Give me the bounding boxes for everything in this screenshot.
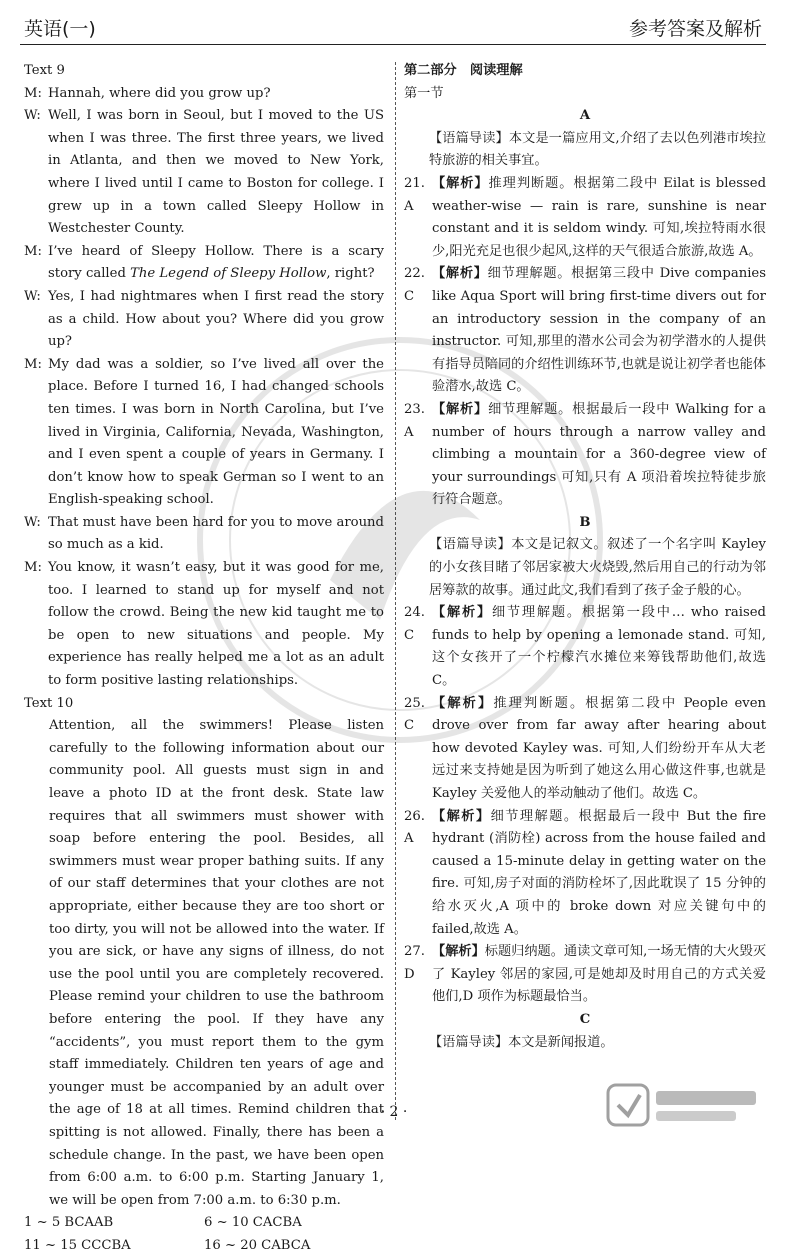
question-answer: 27. D bbox=[404, 944, 425, 982]
analysis-tag: 【解析】 bbox=[432, 401, 489, 417]
analysis-tag: 【解析】 bbox=[432, 695, 494, 711]
page-number: · 2 · bbox=[380, 1104, 408, 1120]
part-title: 第二部分 阅读理解 bbox=[404, 63, 523, 78]
explanation-text: 【解析】细节理解题。根据最后一段中 Walking for a number of hours through a narrow valley and climbing a mountain for a 360-degree view of your surroundings 可知,只有 A 项沿着埃拉特徒步旅行符合题意。 bbox=[432, 401, 766, 508]
dialogue-line bbox=[24, 512, 384, 557]
explanation-item bbox=[404, 941, 766, 1009]
right-column bbox=[404, 60, 766, 1054]
speaker-label: W: bbox=[24, 108, 41, 124]
answer-key bbox=[24, 1212, 384, 1257]
explanation-text: 【解析】细节理解题。根据第一段中… who raised funds to help by opening a lemonade stand. 可知,这个女孩开了一个柠檬汽水摊位来筹钱帮助他们,故选 C。 bbox=[432, 605, 766, 689]
dialogue-text: Well, I was born in Seoul, but I moved to the US when I was three. The first three years, we lived in Atlanta, and then we moved to New York, where I lived until I came to Boston for college. I grew up in a town called Sleepy Hollow in Westchester County. bbox=[48, 108, 384, 237]
dialogue-text: Hannah, where did you grow up? bbox=[48, 85, 271, 101]
dialogue-line bbox=[24, 241, 384, 286]
analysis-tag: 【解析】 bbox=[432, 808, 491, 824]
explanation-text: 【解析】细节理解题。根据最后一段中 But the fire hydrant (消防栓) across from the house failed and caused a 15-minute delay in getting water on the fire. 可知,房子对面的消防栓坏了,因此耽误了 15 分钟的给水灭火,A 项中的 broke down 对应关键句中的 failed,故选 A。 bbox=[432, 808, 767, 937]
analysis-tag: 【解析】 bbox=[432, 944, 485, 960]
site-logo-icon bbox=[606, 1081, 766, 1131]
explanation-item bbox=[404, 399, 766, 512]
text10-title: Text 10 bbox=[24, 695, 74, 711]
question-answer: 23. A bbox=[404, 401, 425, 440]
analysis-tag: 【解析】 bbox=[432, 175, 489, 191]
column-divider bbox=[395, 62, 396, 1120]
question-answer: 21. A bbox=[404, 175, 425, 214]
passage-b-label: B bbox=[579, 514, 591, 530]
question-answer: 22. C bbox=[404, 266, 425, 304]
dialogue-text: I’ve heard of Sleepy Hollow. There is a scary story called The Legend of Sleepy Hollow, right? bbox=[48, 243, 384, 282]
explanation-item bbox=[404, 806, 766, 942]
passage-c-intro: 【语篇导读】本文是新闻报道。 bbox=[429, 1034, 614, 1050]
answer-group: 16 ~ 20 CABCA bbox=[204, 1237, 311, 1253]
passage-b-intro: 【语篇导读】本文是记叙文。叙述了一个名字叫 Kayley 的小女孩目睹了邻居家被大火烧毁,然后用自己的行动为邻居筹款的故事。通过此文,我们看到了孩子金子般的心。 bbox=[429, 537, 766, 598]
dialogue-line bbox=[24, 557, 384, 693]
speaker-label: M: bbox=[24, 85, 42, 101]
answer-group: 1 ~ 5 BCAAB bbox=[24, 1215, 114, 1231]
dialogue-text: Yes, I had nightmares when I first read the story as a child. How about you? Where did you grow up? bbox=[48, 288, 384, 350]
answer-row bbox=[24, 1212, 384, 1235]
analysis-tag: 【解析】 bbox=[432, 266, 488, 282]
explanation-text: 【解析】推理判断题。根据第二段中 People even drove over from far away after hearing about how devoted Kayley was. 可知,人们纷纷开车从大老远过来支持她是因为听到了她这么用心做这件事,也就是 Kayley 关爱他人的举动触动了他们。故选 C。 bbox=[432, 695, 766, 801]
question-answer: 25. C bbox=[404, 695, 425, 734]
text9-title: Text 9 bbox=[24, 63, 65, 78]
page-header bbox=[20, 8, 766, 45]
speaker-label: M: bbox=[24, 243, 42, 259]
explanation-item bbox=[404, 173, 766, 263]
dialogue-line bbox=[24, 354, 384, 512]
passage-a-label: A bbox=[579, 108, 591, 124]
dialogue-text: You know, it wasn’t easy, but it was good for me, too. I learned to stand up for myself and not follow the crowd. Being the new kid taught me to be open to new situations and people. My experience has really helped me a lot as an adult to form positive lasting relationships. bbox=[48, 560, 384, 689]
dialogue-line bbox=[24, 286, 384, 354]
left-column bbox=[24, 60, 384, 1257]
section-title: 参考答案及解析 bbox=[628, 18, 762, 40]
explanation-item bbox=[404, 693, 766, 806]
section-title-first: 第一节 bbox=[404, 85, 444, 101]
explanation-text: 【解析】标题归纳题。通读文章可知,一场无情的大火毁灭了 Kayley 邻居的家园,可是她却及时用自己的方式关爱他们,D 项作为标题最恰当。 bbox=[432, 944, 767, 1005]
dialogue-text: My dad was a soldier, so I’ve lived all over the place. Before I turned 16, I had changed schools ten times. I was born in North Carolina, but I’ve lived in Virginia, California, Nevada, Washington, and I even spent a couple of years in Germany. I don’t know how to speak German so I went to an English-speaking school. bbox=[48, 356, 384, 508]
speaker-label: M: bbox=[24, 356, 42, 372]
question-answer: 24. C bbox=[404, 605, 425, 643]
speaker-label: W: bbox=[24, 288, 41, 304]
question-answer: 26. A bbox=[404, 808, 425, 847]
story-title: The Legend of Sleepy Hollow bbox=[130, 266, 327, 282]
answer-group: 11 ~ 15 CCCBA bbox=[24, 1237, 131, 1253]
explanation-item bbox=[404, 602, 766, 692]
explanation-text: 【解析】细节理解题。根据第三段中 Dive companies like Aqua Sport will bring first-time divers out for an introductory session in the company of an instructor. 可知,那里的潜水公司会为初学潜水的人提供有指导员陪同的介绍性训练环节,也就是说让初学者也能体验潜水,故选 C。 bbox=[432, 266, 766, 395]
dialogue-line bbox=[24, 83, 384, 106]
explanation-item bbox=[404, 263, 766, 399]
analysis-tag: 【解析】 bbox=[432, 605, 492, 621]
explanation-text: 【解析】推理判断题。根据第二段中 Eilat is blessed weather-wise — rain is rare, sunshine is near constant and it is seldom windy. 可知,埃拉特雨水很少,阳光充足也很少起风,这样的天气很适合旅游,故选 A。 bbox=[432, 175, 767, 259]
answer-row bbox=[24, 1235, 384, 1257]
passage-c-label: C bbox=[579, 1011, 591, 1027]
dialogue-line bbox=[24, 105, 384, 241]
answer-group: 6 ~ 10 CACBA bbox=[204, 1215, 302, 1231]
subject-title: 英语(一) bbox=[24, 18, 96, 40]
dialogue-text: That must have been hard for you to move around so much as a kid. bbox=[48, 514, 384, 553]
text9-dialogue bbox=[24, 83, 384, 693]
passage-a-answers bbox=[404, 173, 766, 512]
text10-body: Attention, all the swimmers! Please listen carefully to the following information about our community pool. All guests must sign in and leave a photo ID at the front desk. State law requires that all swimmers must shower with soap before entering the pool. Besides, all swimmers must wear proper bathing suits. If any of our staff determines that your clothes are not appropriate, either because they are too short or too dirty, you will not be allowed into the water. If you are sick, or have any signs of illness, do not use the pool until you are completely recovered. Please remind your children to use the bathroom before entering the pool. If they have any “accidents”, you must report them to the gym staff immediately. Children ten years of age and younger must be accompanied by an adult over the age of 18 at all times. Remind children that spitting is not allowed. Finally, there has been a schedule change. In the past, we have been open from 6:00 a.m. to 6:00 p.m. Starting January 1, we will be open from 7:00 a.m. to 6:30 p.m. bbox=[49, 718, 384, 1208]
passage-a-intro: 【语篇导读】本文是一篇应用文,介绍了去以色列港市埃拉特旅游的相关事宜。 bbox=[429, 130, 766, 169]
passage-b-answers bbox=[404, 602, 766, 1009]
speaker-label: M: bbox=[24, 560, 42, 576]
speaker-label: W: bbox=[24, 514, 41, 530]
